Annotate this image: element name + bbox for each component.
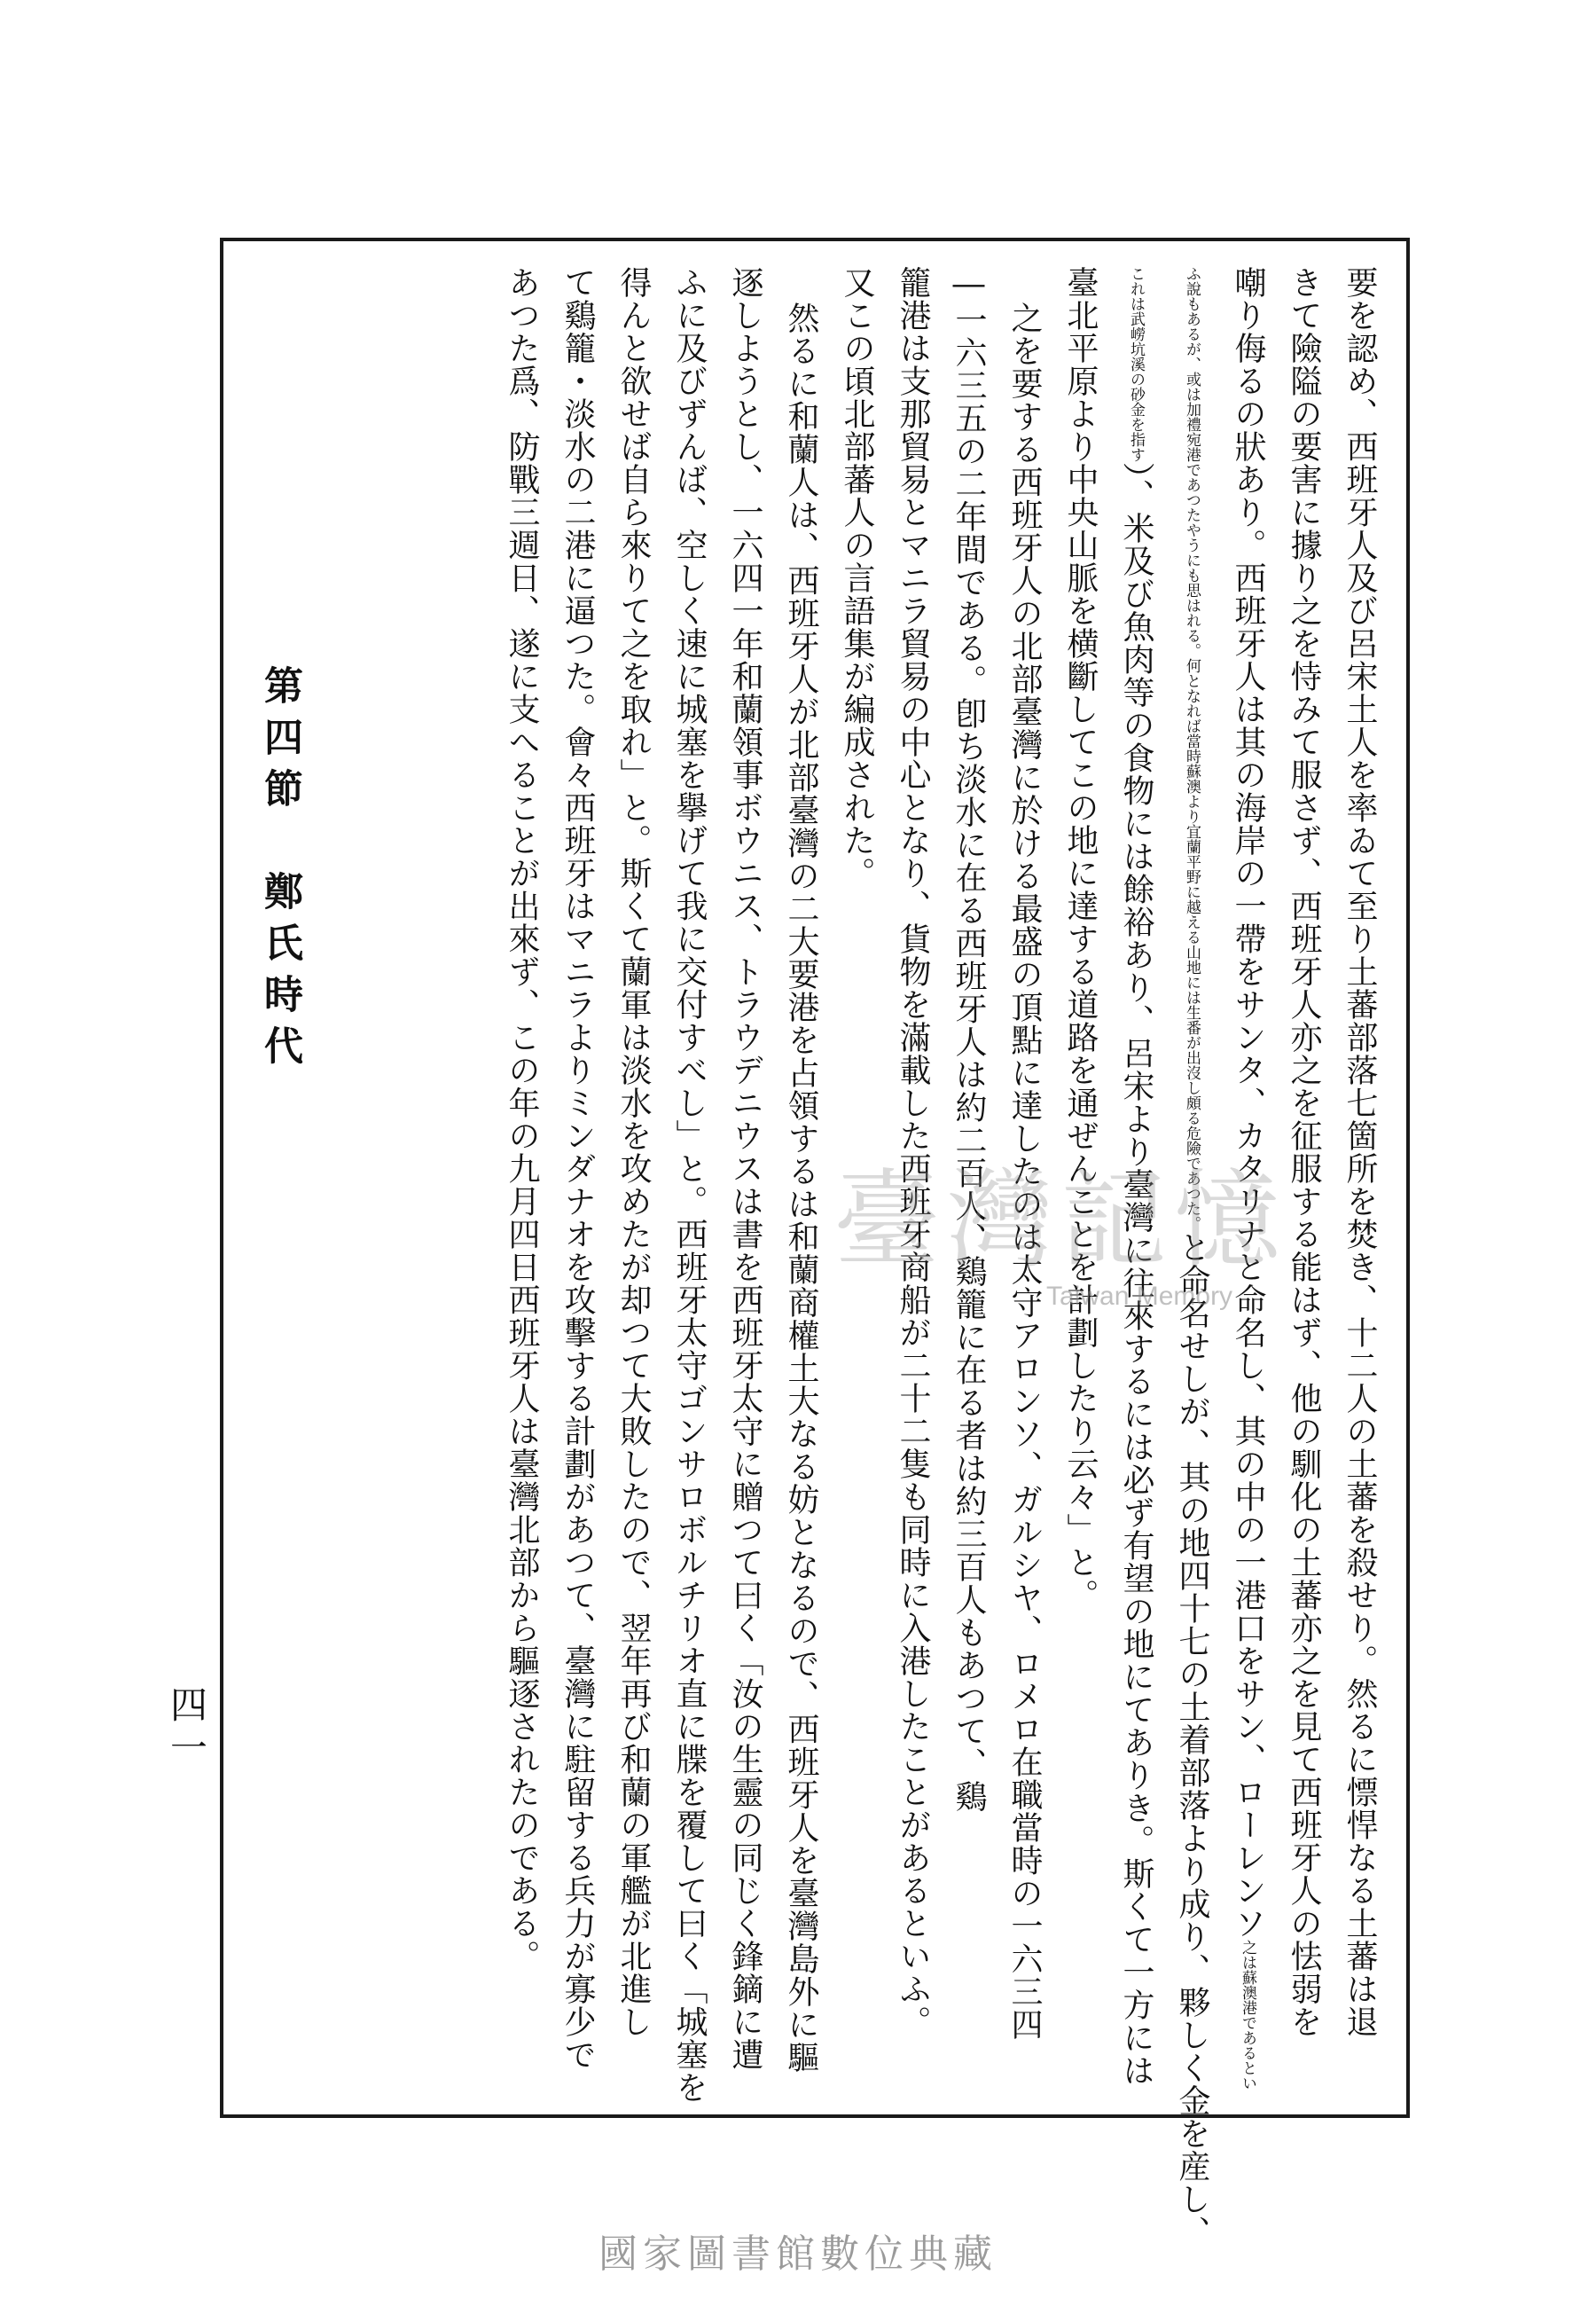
library-footer: 國家圖書館數位典藏 (598, 2231, 998, 2277)
text-column: ふに及びずんば、空しく速に城塞を擧げて我に交付すべし」と。西班牙太守ゴンサロボルチリオ直に牒を覆して曰く「城塞を (671, 266, 708, 2104)
text-column: きて險隘の要害に據り之を恃みて服さず、西班牙人亦之を征服する能はず、他の馴化の土蕃亦之を見て西班牙人の怯弱を (1286, 266, 1322, 2038)
text-column: 之を要する西班牙人の北部臺灣に於ける最盛の頂點に達したのは太守アロンソ、ガルシヤ、ロメロ在職當時の一六三四 (1006, 302, 1043, 2041)
text-column: 又この頃北部蕃人の言語集が編成された。 (839, 266, 875, 890)
inline-note: ふ說もあるが、或は加禮宛港であつたやうにも思はれる。何となれば當時蘇澳より宜蘭平野に越える山地には生番が出沒し頗る危險であつた。 (1183, 266, 1201, 1231)
section-header: 第四節 鄭氏時代 (257, 665, 302, 1077)
text-column: 臺北平原より中央山脈を横斷してこの地に達する道路を通ぜんことを計劃したり云々」と。 (1062, 266, 1099, 1612)
text-column (1167, 266, 1217, 2248)
inline-note: これは武嶗坑溪の砂金を指す (1127, 266, 1145, 462)
text-column: 要を認め、西班牙人及び呂宋土人を率ゐて至り土蕃部落七箇所を焚き、十二人の土蕃を殺せり。然るに慓悍なる土蕃は退 (1342, 266, 1378, 2038)
text-column: あつた爲、防戰三週日、遂に支へることが出來ず、この年の九月四日西班牙人は臺灣北部から驅逐されたのである。 (504, 266, 540, 1973)
text-column: 得んと欲せば自ら來りて之を取れ」と。斯くて蘭軍は淡水を攻めたが却つて大敗したので、翌年再び和蘭の軍艦が北進し (615, 266, 652, 2038)
column-text: ）、米及び魚肉等の食物には餘裕あり、呂宋より臺灣に往來するには必ず有望の地にてありき。斯くて一方には (1118, 462, 1154, 2087)
page-number: 四一 (165, 1685, 208, 1770)
text-column: ―一六三五の二年間である。卽ち淡水に在る西班牙人は約二百人、鷄籠に在る者は約三百人もあつて、鷄 (951, 266, 987, 1813)
text-column: て鷄籠・淡水の二港に逼つた。會々西班牙はマニラよりミンダナオを攻擊する計劃があつて、臺灣に駐留する兵力が寡少で (559, 266, 596, 2071)
text-column: 籠港は支那貿易とマニラ貿易の中心となり、貨物を滿載した西班牙商船が二十二隻も同時に入港したことがあるといふ。 (895, 266, 931, 2038)
column-text: と命名せしが、其の地四十七の土着部落より成り、夥しく金を産し、 (1174, 1231, 1210, 2248)
watermark: 臺灣記憶 (833, 1159, 1287, 1282)
column-text: 嘲り侮るの狀あり。西班牙人は其の海岸の一帶をサンタ、カタリナと命名し、其の中の一港口をサン、ローレンソ (1230, 266, 1266, 1940)
watermark-subtitle: Taiwan Memory (1046, 1282, 1233, 1311)
inline-note: 之は蘇澳港であるとい (1239, 1940, 1256, 2090)
text-column: 然るに和蘭人は、西班牙人が北部臺灣の二大要港を占領するは和蘭商權土大なる妨となるので、西班牙人を臺灣島外に驅 (783, 302, 819, 2074)
text-column (1223, 266, 1272, 2090)
text-column: 逐しようとし、一六四一年和蘭領事ボウニス、トラウデニウスは書を西班牙太守に贈つて曰く「汝の生靈の同じく鋒鏑に遭 (727, 266, 763, 2071)
text-column (1111, 266, 1161, 2087)
